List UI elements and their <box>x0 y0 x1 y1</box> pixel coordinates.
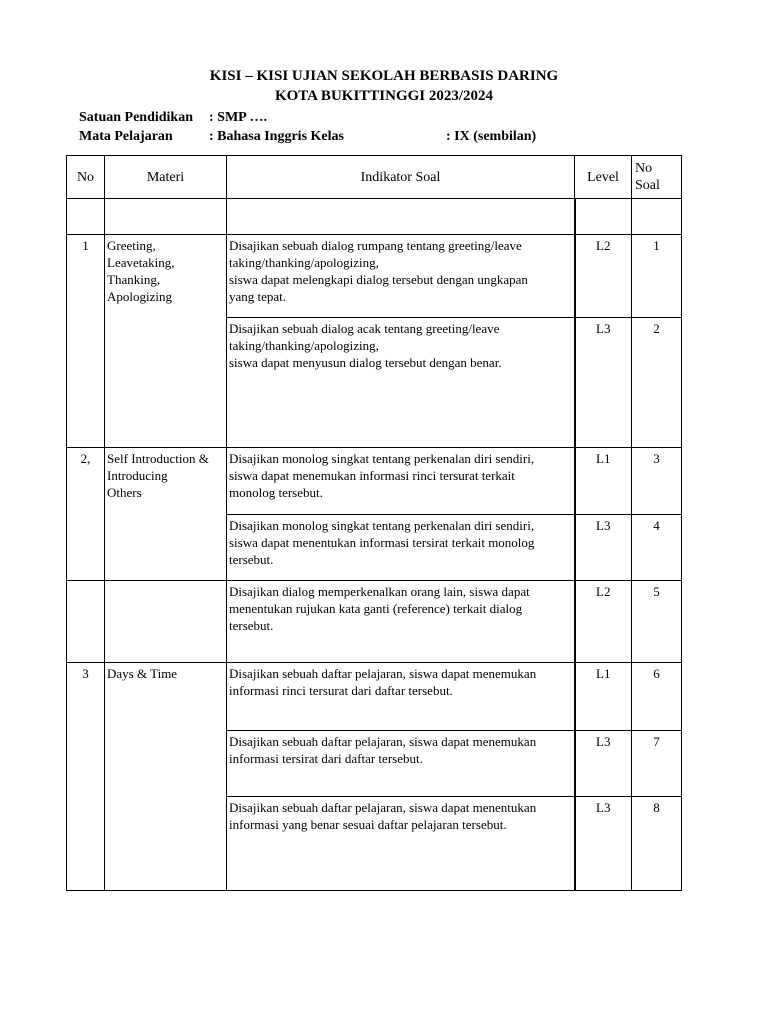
materi-line: Days & Time <box>107 666 178 681</box>
indikator-line: taking/thanking/apologizing, <box>229 338 379 353</box>
row-no-soal: 5 <box>632 581 682 663</box>
indikator-line: Disajikan sebuah dialog rumpang tentang greeting/leave <box>229 238 522 253</box>
row-no: 3 <box>67 663 105 731</box>
row-no-soal: 2 <box>632 318 682 448</box>
table-row <box>67 581 682 663</box>
row-indikator <box>227 581 575 663</box>
row-no <box>67 318 105 448</box>
materi-line: Thanking, <box>107 272 161 287</box>
indikator-line: Disajikan dialog memperkenalkan orang lain, siswa dapat <box>229 584 530 599</box>
indikator-line: informasi tersirat dari daftar tersebut. <box>229 751 423 766</box>
table-row <box>67 318 682 448</box>
table-row <box>67 663 682 731</box>
row-materi <box>105 235 227 318</box>
header-indikator: Indikator Soal <box>227 156 575 199</box>
kisi-table <box>66 155 682 891</box>
empty-cell <box>67 199 105 235</box>
indikator-line: siswa dapat menyusun dialog tersebut dengan benar. <box>229 355 502 370</box>
mapel-label: Mata Pelajaran <box>79 129 173 144</box>
row-indikator <box>227 663 575 731</box>
document-title: KISI – KISI UJIAN SEKOLAH BERBASIS DARING <box>209 68 559 84</box>
indikator-line: monolog tersebut. <box>229 485 323 500</box>
row-no-soal: 1 <box>632 235 682 318</box>
row-indikator <box>227 731 575 797</box>
row-materi <box>105 731 227 797</box>
empty-cell <box>227 199 575 235</box>
header-materi: Materi <box>105 156 227 199</box>
materi-line: Apologizing <box>107 289 172 304</box>
row-no <box>67 797 105 891</box>
empty-cell <box>632 199 682 235</box>
row-no <box>67 731 105 797</box>
empty-row <box>67 199 682 235</box>
satuan-label: Satuan Pendidikan <box>79 110 193 125</box>
indikator-line: taking/thanking/apologizing, <box>229 255 379 270</box>
row-level: L1 <box>575 663 632 731</box>
row-no-soal: 7 <box>632 731 682 797</box>
table-row <box>67 731 682 797</box>
row-materi <box>105 448 227 515</box>
row-materi <box>105 797 227 891</box>
row-level: L1 <box>575 448 632 515</box>
row-no <box>67 581 105 663</box>
indikator-line: Disajikan monolog singkat tentang perkenalan diri sendiri, <box>229 451 535 466</box>
row-level: L2 <box>575 581 632 663</box>
header-level: Level <box>575 156 632 199</box>
row-level: L3 <box>575 797 632 891</box>
table-row <box>67 448 682 515</box>
row-indikator <box>227 797 575 891</box>
row-no-soal: 6 <box>632 663 682 731</box>
header-no: No <box>67 156 105 199</box>
row-materi <box>105 581 227 663</box>
indikator-line: yang tepat. <box>229 289 287 304</box>
table-row <box>67 515 682 581</box>
table-row <box>67 797 682 891</box>
mapel-value: : Bahasa Inggris Kelas <box>209 129 344 144</box>
materi-line: Greeting, <box>107 238 156 253</box>
header-no-soal-line2: Soal <box>635 178 660 193</box>
row-no: 1 <box>67 235 105 318</box>
row-indikator <box>227 318 575 448</box>
materi-line: Leavetaking, <box>107 255 175 270</box>
row-level: L3 <box>575 515 632 581</box>
indikator-line: Disajikan sebuah daftar pelajaran, siswa dapat menemukan <box>229 666 537 681</box>
row-no-soal: 4 <box>632 515 682 581</box>
indikator-line: siswa dapat menemukan informasi rinci tersurat terkait <box>229 468 515 483</box>
empty-cell <box>575 199 632 235</box>
satuan-value: : SMP …. <box>209 110 267 125</box>
indikator-line: siswa dapat menentukan informasi tersirat terkait monolog <box>229 535 535 550</box>
row-no-soal: 3 <box>632 448 682 515</box>
indikator-line: tersebut. <box>229 618 274 633</box>
row-indikator <box>227 515 575 581</box>
materi-line: Self Introduction & <box>107 451 209 466</box>
row-materi <box>105 515 227 581</box>
header-no-soal-line1: No <box>635 161 653 176</box>
indikator-line: Disajikan sebuah daftar pelajaran, siswa dapat menemukan <box>229 734 537 749</box>
header-no-soal <box>632 156 682 199</box>
table-row <box>67 235 682 318</box>
row-materi <box>105 318 227 448</box>
row-indikator <box>227 235 575 318</box>
kelas-value: : IX (sembilan) <box>446 129 537 144</box>
row-level: L3 <box>575 318 632 448</box>
materi-line: Others <box>107 485 142 500</box>
indikator-line: siswa dapat melengkapi dialog tersebut dengan ungkapan <box>229 272 528 287</box>
indikator-line: informasi yang benar sesuai daftar pelajaran tersebut. <box>229 817 507 832</box>
row-level: L3 <box>575 731 632 797</box>
indikator-line: Disajikan sebuah daftar pelajaran, siswa dapat menentukan <box>229 800 537 815</box>
row-no: 2, <box>67 448 105 515</box>
empty-cell <box>105 199 227 235</box>
table-header-row <box>67 156 682 199</box>
indikator-line: tersebut. <box>229 552 274 567</box>
row-no <box>67 515 105 581</box>
row-materi <box>105 663 227 731</box>
row-no-soal: 8 <box>632 797 682 891</box>
indikator-line: Disajikan monolog singkat tentang perkenalan diri sendiri, <box>229 518 535 533</box>
row-level: L2 <box>575 235 632 318</box>
indikator-line: informasi rinci tersurat dari daftar tersebut. <box>229 683 453 698</box>
materi-line: Introducing <box>107 468 168 483</box>
indikator-line: menentukan rujukan kata ganti (reference) terkait dialog <box>229 601 523 616</box>
row-indikator <box>227 448 575 515</box>
document-subtitle: KOTA BUKITTINGGI 2023/2024 <box>274 88 494 104</box>
indikator-line: Disajikan sebuah dialog acak tentang greeting/leave <box>229 321 500 336</box>
